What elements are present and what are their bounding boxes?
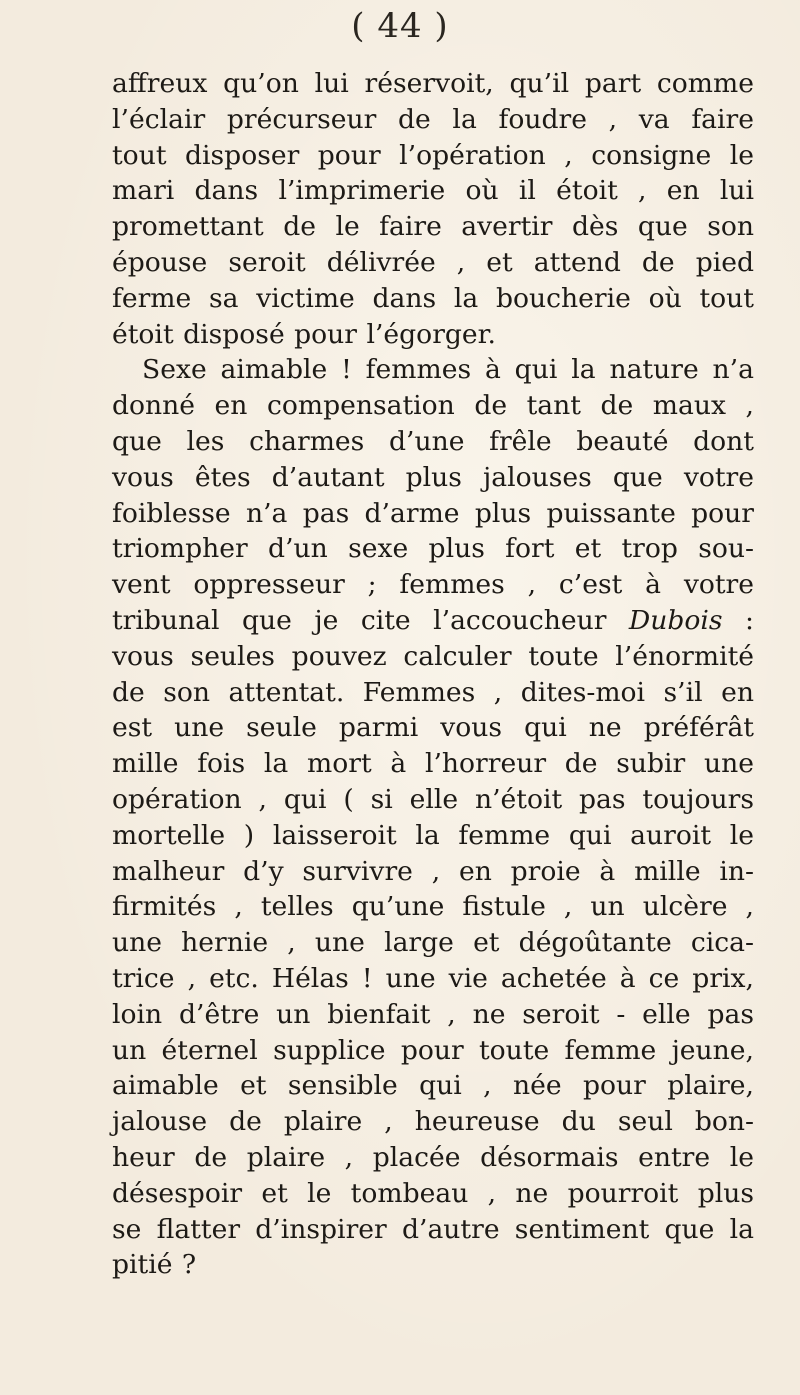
text-line: vous êtes d’autant plus jalouses que votre bbox=[112, 461, 754, 493]
text-line: firmités , telles qu’une fistule , un ulcère , bbox=[112, 891, 754, 923]
text-line: affreux qu’on lui réservoit, qu’il part comme bbox=[112, 68, 754, 99]
text-line: mari dans l’imprimerie où il étoit , en lui bbox=[112, 175, 754, 207]
text-line: triompher d’un sexe plus fort et trop sou- bbox=[112, 533, 754, 565]
text-line: heur de plaire , placée désormais entre le bbox=[112, 1141, 754, 1173]
text-line: tout disposer pour l’opération , consigne le bbox=[112, 139, 754, 171]
text-line-with-name bbox=[112, 603, 754, 639]
text-line: est une seule parmi vous qui ne préférât bbox=[112, 712, 754, 744]
text-line: ferme sa victime dans la boucherie où tout bbox=[112, 282, 754, 314]
text-line: mille fois la mort à l’horreur de subir une bbox=[112, 748, 754, 780]
line-tail: : bbox=[722, 604, 754, 636]
text-line: donné en compensation de tant de maux , bbox=[112, 390, 754, 422]
text-line: trice , etc. Hélas ! une vie achetée à ce prix, bbox=[112, 962, 754, 994]
text-line: se flatter d’inspirer d’autre sentiment que la bbox=[112, 1213, 754, 1245]
text-line: opération , qui ( si elle n’étoit pas toujours bbox=[112, 783, 754, 815]
italic-name: Dubois bbox=[628, 604, 723, 636]
text-line: que les charmes d’une frêle beauté dont bbox=[112, 425, 754, 457]
page-number: ( 44 ) bbox=[351, 6, 449, 46]
text-line: vent oppresseur ; femmes , c’est à votre bbox=[112, 569, 754, 601]
text-line: vous seules pouvez calculer toute l’énormité bbox=[112, 640, 754, 672]
text-line: une hernie , une large et dégoûtante cica- bbox=[112, 927, 754, 959]
text-line: malheur d’y survivre , en proie à mille in- bbox=[112, 855, 754, 887]
text-line: loin d’être un bienfait , ne seroit - elle pas bbox=[112, 998, 754, 1030]
paragraph-start-line: Sexe aimable ! femmes à qui la nature n’a bbox=[142, 354, 754, 386]
text-line: étoit disposé pour l’égorger. bbox=[112, 318, 496, 350]
text-line: jalouse de plaire , heureuse du seul bon- bbox=[112, 1106, 754, 1138]
text-line: épouse seroit délivrée , et attend de pied bbox=[112, 246, 754, 278]
line-text: tribunal que je cite l’accoucheur bbox=[112, 604, 629, 636]
text-line: aimable et sensible qui , née pour plaire, bbox=[112, 1070, 754, 1102]
text-line: de son attentat. Femmes , dites-moi s’il en bbox=[112, 676, 754, 708]
text-line: foiblesse n’a pas d’arme plus puissante pour bbox=[112, 497, 754, 529]
text-line: un éternel supplice pour toute femme jeune, bbox=[112, 1034, 754, 1066]
text-line: mortelle ) laisseroit la femme qui auroit le bbox=[112, 819, 754, 851]
text-line: promettant de le faire avertir dès que son bbox=[112, 211, 754, 243]
text-line: désespoir et le tombeau , ne pourroit plus bbox=[112, 1177, 754, 1209]
text-line: l’éclair précurseur de la foudre , va faire bbox=[112, 103, 754, 135]
text-line: pitié ? bbox=[112, 1249, 197, 1281]
body-text bbox=[112, 66, 754, 1283]
